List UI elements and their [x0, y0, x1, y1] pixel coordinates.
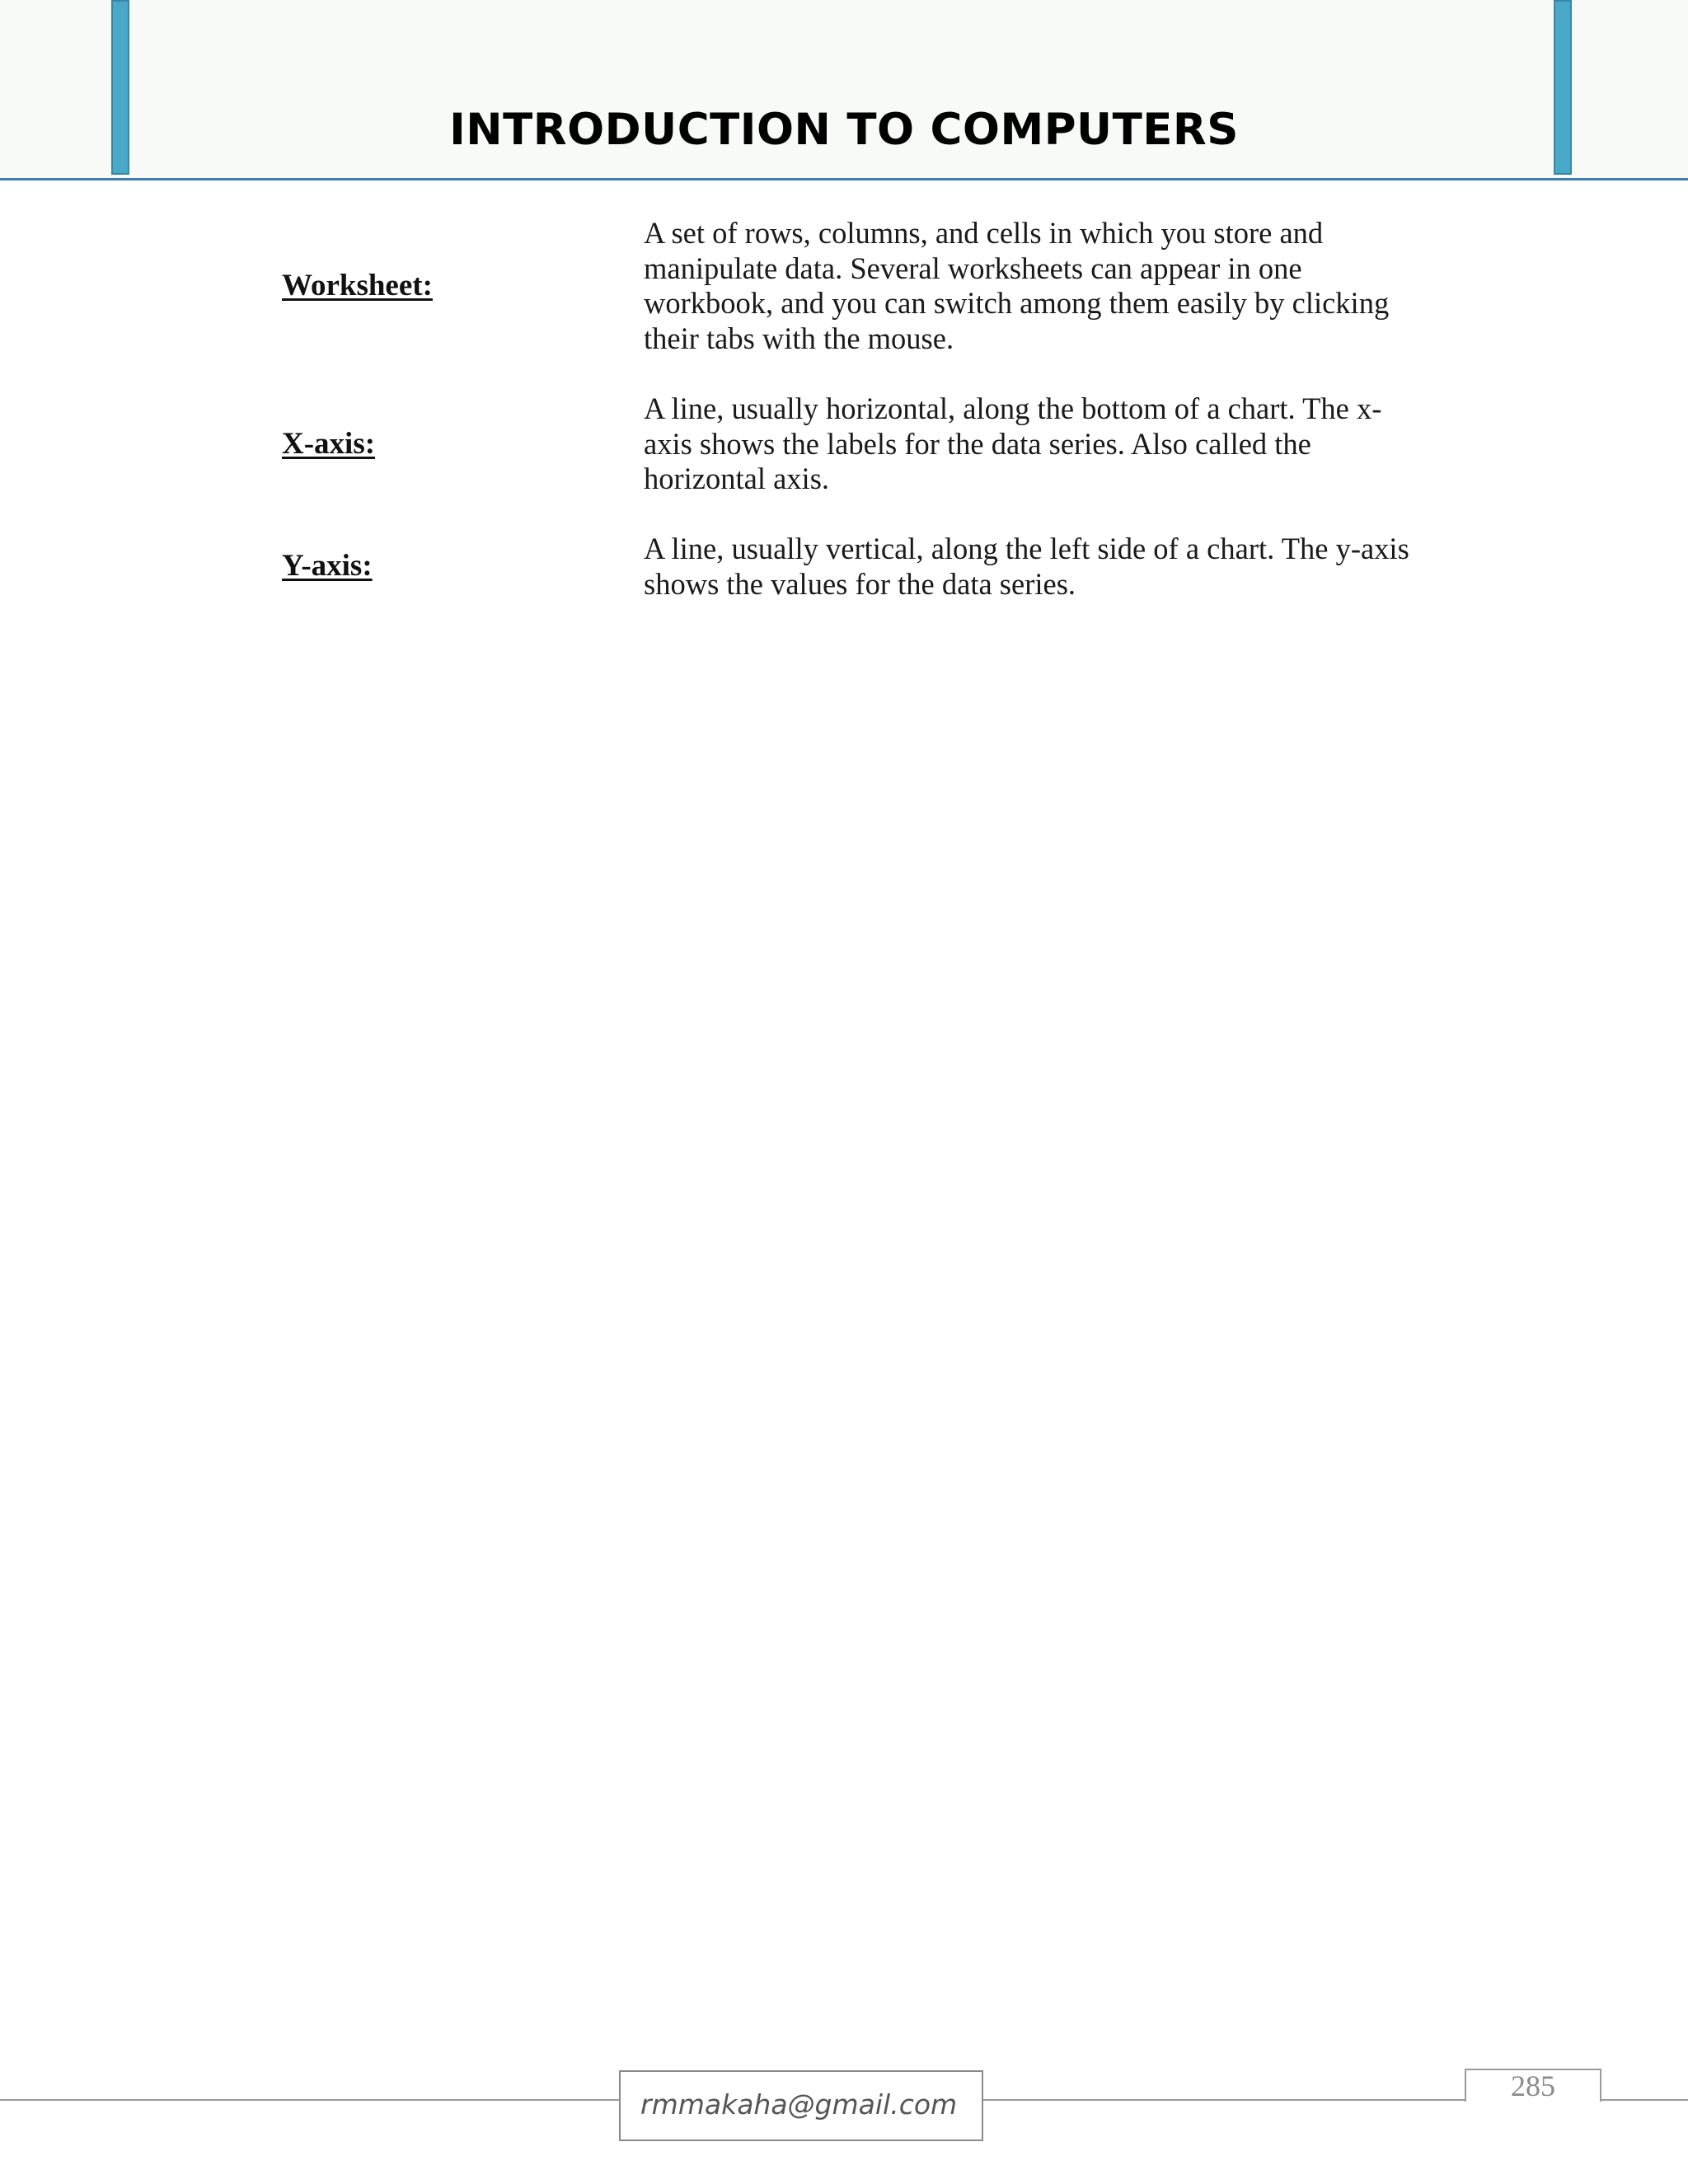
glossary-definition-y-axis: A line, usually vertical, along the left side of a chart. The y-axis shows the values for the data series. [644, 532, 1409, 601]
page-title: INTRODUCTION TO COMPUTERS [449, 105, 1239, 155]
footer-email: rmmakaha@gmail.com [640, 2088, 958, 2121]
glossary-definition-x-axis: A line, usually horizontal, along the bottom of a chart. The x-axis shows the labels for the data series. Also called the horizontal axis. [644, 391, 1382, 495]
glossary-term-y-axis: Y-axis: [282, 549, 373, 583]
page-number-tab [1465, 2069, 1601, 2102]
page-number: 285 [1511, 2069, 1555, 2102]
footer-line-middle [982, 2099, 1465, 2101]
glossary-term-x-axis: X-axis: [282, 427, 376, 461]
glossary-term-worksheet: Worksheet: [282, 269, 433, 302]
glossary-definition-worksheet: A set of rows, columns, and cells in which you store and manipulate data. Several worksheets can appear in one workbook, and you can switch among them easily by clicking their tabs with the mouse. [644, 216, 1390, 355]
footer-line-right [1601, 2099, 1688, 2101]
footer-email-box [619, 2070, 983, 2141]
page-header [0, 0, 1688, 178]
footer-line-left [0, 2099, 620, 2101]
header-divider [0, 178, 1688, 180]
